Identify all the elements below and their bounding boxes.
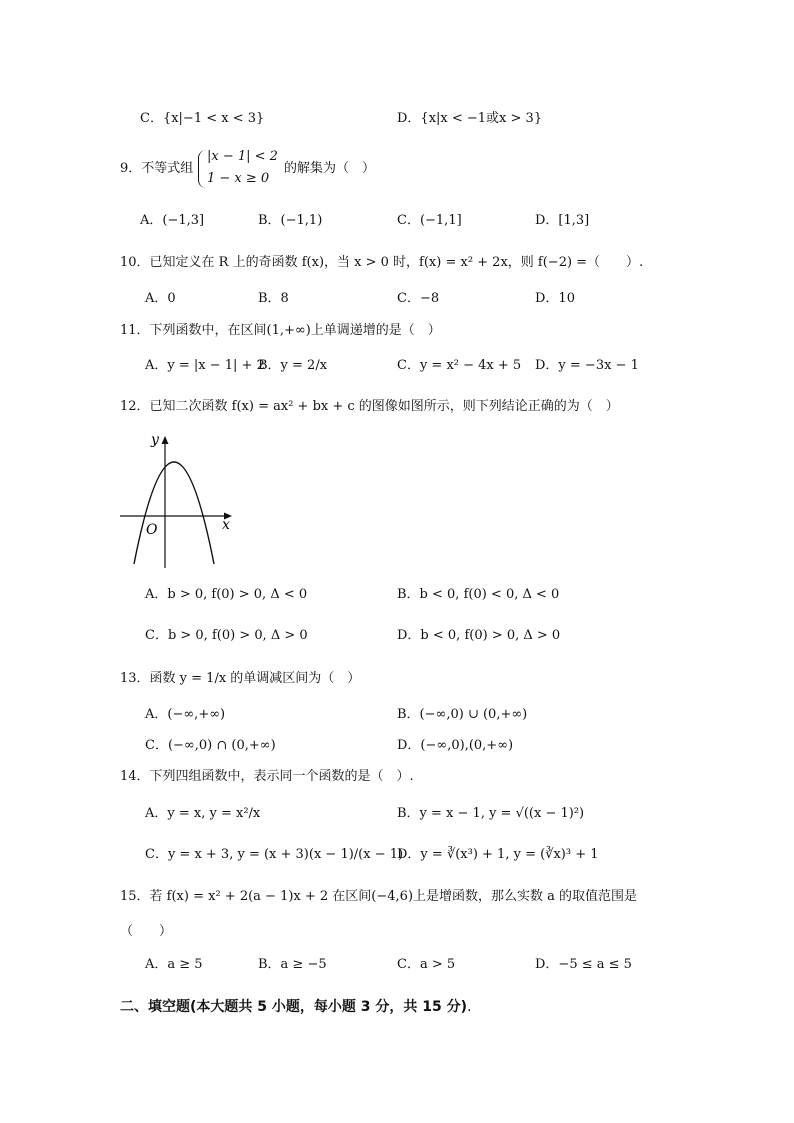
section-2-heading bbox=[120, 996, 471, 1016]
q9-inequality-1: |x − 1| < 2 bbox=[207, 149, 278, 164]
q12-option-b: B．b < 0, f(0) < 0, Δ < 0 bbox=[397, 587, 560, 602]
q13-option-d: D．(−∞,0),(0,+∞) bbox=[397, 738, 514, 753]
q13-option-a: A．(−∞,+∞) bbox=[145, 707, 226, 722]
q14-option-a: A．y = x, y = x²/x bbox=[145, 806, 261, 821]
q10-option-c: C．−8 bbox=[397, 291, 440, 306]
q9-system-brace bbox=[198, 150, 207, 188]
q11-option-c: C．y = x² − 4x + 5 bbox=[397, 358, 522, 373]
q13-option-b: B．(−∞,0) ∪ (0,+∞) bbox=[397, 707, 528, 722]
q9-stem-suffix: 的解集为（ ） bbox=[284, 161, 376, 176]
q13-stem: 13．函数 y = 1/x 的单调减区间为（ ） bbox=[120, 671, 361, 686]
q15-answer-paren: （ ） bbox=[120, 924, 173, 939]
q8-option-d: D．{x|x < −1或x > 3} bbox=[397, 111, 543, 126]
q12-option-a: A．b > 0, f(0) > 0, Δ < 0 bbox=[145, 587, 308, 602]
q11-option-d: D．y = −3x − 1 bbox=[535, 358, 639, 373]
y-axis-arrow bbox=[162, 436, 169, 444]
q15-option-b: B．a ≥ −5 bbox=[258, 957, 327, 972]
q9-inequality-2: 1 − x ≥ 0 bbox=[207, 171, 270, 186]
y-axis-label: y bbox=[151, 432, 159, 448]
q12-option-c: C．b > 0, f(0) > 0, Δ > 0 bbox=[145, 628, 308, 643]
q10-stem: 10．已知定义在 R 上的奇函数 f(x)，当 x > 0 时，f(x) = x² + 2x，则 f(−2) =（ ）. bbox=[120, 255, 644, 270]
q15-option-a: A．a ≥ 5 bbox=[145, 957, 203, 972]
q15-option-c: C．a > 5 bbox=[397, 957, 456, 972]
q9-stem-prefix: 9．不等式组 bbox=[120, 161, 194, 176]
q8-option-c: C．{x|−1 < x < 3} bbox=[140, 111, 265, 126]
origin-label: O bbox=[146, 522, 158, 538]
q10-option-a: A．0 bbox=[145, 291, 176, 306]
q9-option-d: D．[1,3] bbox=[535, 213, 590, 228]
q11-option-b: B．y = 2/x bbox=[258, 358, 328, 373]
q14-option-c: C．y = x + 3, y = (x + 3)(x − 1)/(x − 1) bbox=[145, 847, 404, 862]
parabola-graph bbox=[118, 430, 238, 572]
q12-option-d: D．b < 0, f(0) > 0, Δ > 0 bbox=[397, 628, 561, 643]
q9-option-c: C．(−1,1] bbox=[397, 213, 462, 228]
q15-stem: 15．若 f(x) = x² + 2(a − 1)x + 2 在区间(−4,6)上是增函数，那么实数 a 的取值范围是 bbox=[120, 889, 638, 904]
q10-option-b: B．8 bbox=[258, 291, 289, 306]
q10-option-d: D．10 bbox=[535, 291, 575, 306]
q11-stem: 11．下列函数中，在区间(1,+∞)上单调递增的是（ ） bbox=[120, 323, 441, 338]
q9-option-b: B．(−1,1) bbox=[258, 213, 323, 228]
q15-option-d: D．−5 ≤ a ≤ 5 bbox=[535, 957, 632, 972]
q11-option-a: A．y = |x − 1| + 2 bbox=[145, 358, 265, 373]
section-2-title: 二、填空题(本大题共 5 小题，每小题 3 分，共 15 分) bbox=[120, 999, 468, 1015]
q13-option-c: C．(−∞,0) ∩ (0,+∞) bbox=[145, 738, 276, 753]
section-2-period: . bbox=[467, 999, 472, 1015]
parabola-curve bbox=[134, 462, 214, 564]
q14-option-d: D．y = ∛(x³) + 1, y = (∛x)³ + 1 bbox=[397, 847, 599, 862]
q9-option-a: A．(−1,3] bbox=[140, 213, 205, 228]
q14-option-b: B．y = x − 1, y = √((x − 1)²) bbox=[397, 806, 585, 821]
q12-stem: 12．已知二次函数 f(x) = ax² + bx + c 的图像如图所示，则下列结论正确的为（ ） bbox=[120, 399, 619, 414]
x-axis-label: x bbox=[222, 517, 230, 533]
q14-stem: 14．下列四组函数中，表示同一个函数的是（ ）. bbox=[120, 769, 414, 784]
